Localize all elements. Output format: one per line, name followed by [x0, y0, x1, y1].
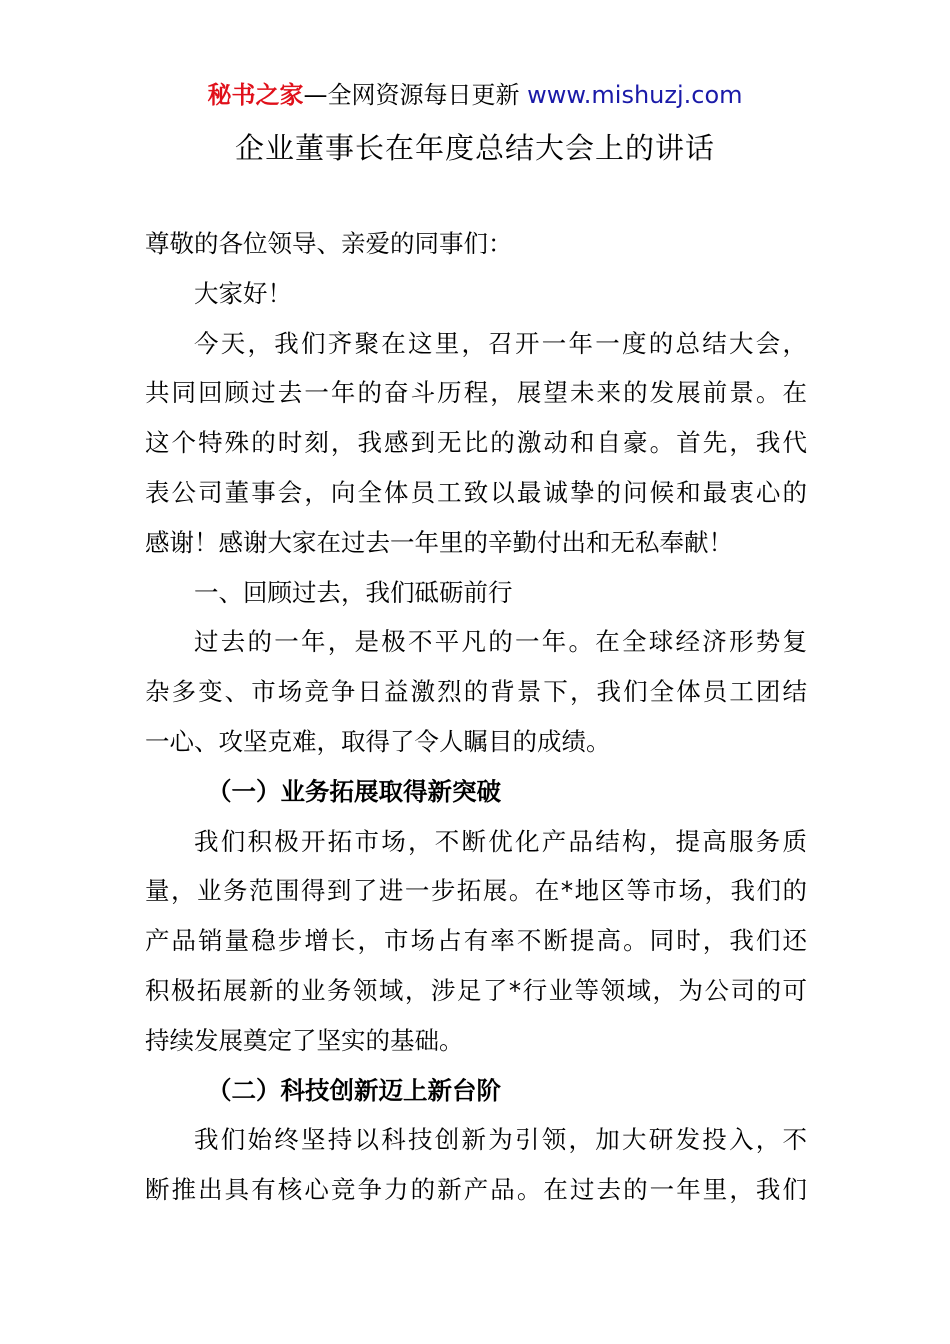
subsection-heading: （一）业务拓展取得新突破 [207, 776, 501, 806]
section-heading: 一、回顾过去，我们砥砺前行 [194, 577, 513, 607]
salutation: 尊敬的各位领导、亲爱的同事们： [145, 229, 513, 258]
document-body [145, 219, 807, 1215]
site-tagline: —全网资源每日更新 [303, 81, 528, 109]
paragraph-line: 杂多变、市场竞争日益激烈的背景下，我们全体员工团结 [145, 677, 807, 707]
site-brand: 秘书之家 [207, 81, 304, 109]
paragraph-line: 积极拓展新的业务领域，涉足了*行业等领域，为公司的可 [145, 975, 807, 1005]
paragraph-line: 感谢！感谢大家在过去一年里的辛勤付出和无私奉献！ [145, 527, 733, 557]
paragraph-line: 这个特殊的时刻，我感到无比的激动和自豪。首先，我代 [145, 428, 807, 458]
paragraph-line: 我们始终坚持以科技创新为引领，加大研发投入，不 [194, 1125, 807, 1155]
paragraph-line: 我们积极开拓市场，不断优化产品结构，提高服务质 [194, 826, 807, 856]
site-header [0, 78, 950, 112]
paragraph-line: 量，业务范围得到了进一步拓展。在*地区等市场，我们的 [145, 876, 807, 906]
paragraph-line: 过去的一年，是极不平凡的一年。在全球经济形势复 [194, 627, 807, 657]
paragraph-line: 一心、攻坚克难，取得了令人瞩目的成绩。 [145, 726, 611, 756]
paragraph-line: 持续发展奠定了坚实的基础。 [145, 1025, 464, 1055]
paragraph-line: 共同回顾过去一年的奋斗历程，展望未来的发展前景。在 [145, 378, 807, 408]
document-title: 企业董事长在年度总结大会上的讲话 [234, 131, 715, 165]
paragraph-line: 断推出具有核心竞争力的新产品。在过去的一年里，我们 [145, 1175, 807, 1205]
subsection-heading: （二）科技创新迈上新台阶 [207, 1075, 501, 1105]
site-url-link[interactable]: www.mishuzj.com [527, 81, 743, 109]
paragraph-line: 表公司董事会，向全体员工致以最诚挚的问候和最衷心的 [145, 477, 807, 507]
paragraph-line: 今天，我们齐聚在这里，召开一年一度的总结大会， [194, 328, 807, 358]
paragraph-line: 产品销量稳步增长，市场占有率不断提高。同时，我们还 [145, 926, 807, 956]
greeting: 大家好！ [194, 278, 292, 308]
